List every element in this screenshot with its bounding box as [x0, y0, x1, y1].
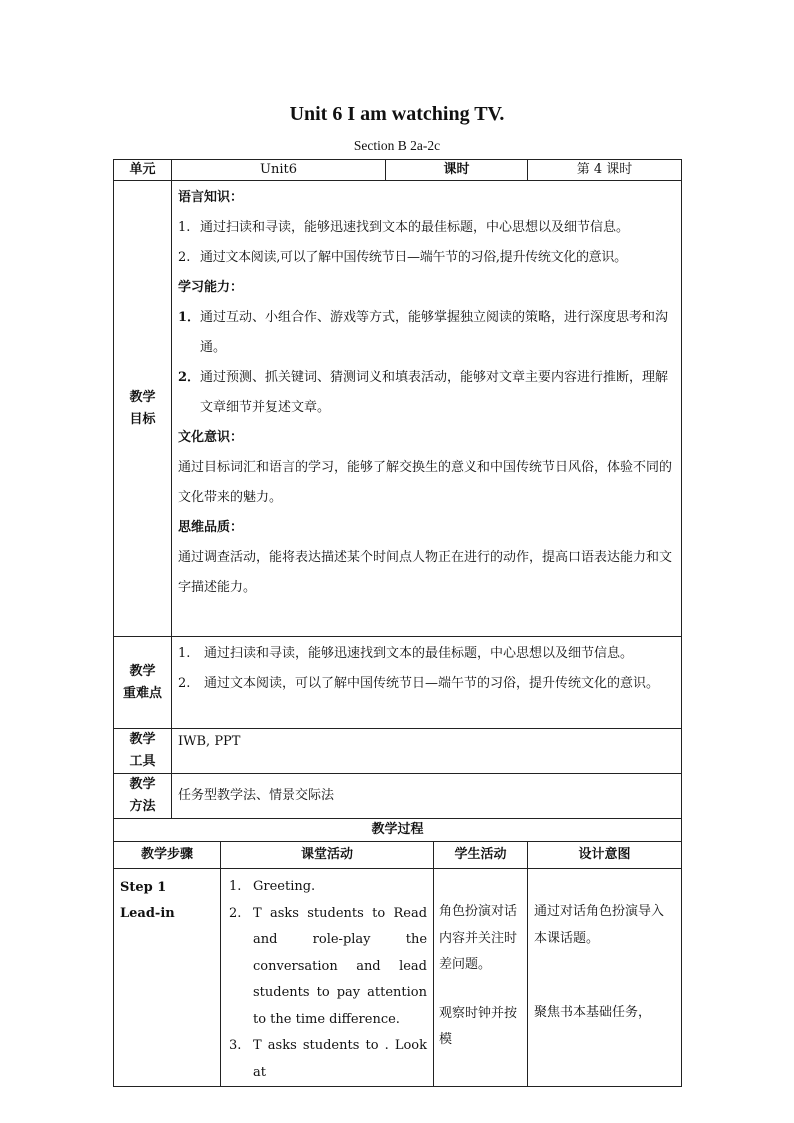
- column-step: 教学步骤: [114, 842, 221, 869]
- lesson-plan-table: [113, 159, 682, 1087]
- item-text: 通过互动、小组合作、游戏等方式，能够掌握独立阅读的策略，进行深度思考和沟通。: [200, 310, 669, 355]
- culture-heading: 文化意识：: [178, 430, 244, 445]
- student-cell: [434, 869, 528, 1087]
- page-subtitle: Section B 2a-2c: [353, 138, 441, 153]
- language-heading: 语言知识：: [178, 190, 244, 205]
- process-columns-row: [114, 842, 682, 869]
- key-points-content: [172, 637, 682, 729]
- key-points-row: [114, 637, 682, 729]
- unit-value: Unit6: [172, 160, 386, 181]
- design-intent-2: 聚焦书本基础任务，: [534, 1005, 652, 1020]
- student-activity-2: 观察时钟并按模: [439, 1005, 518, 1047]
- design-cell: [528, 869, 682, 1087]
- tools-row: [114, 729, 682, 774]
- item-text: T asks students to Read and role-play the conversation and lead students to pay attention to the time difference.: [253, 905, 428, 1027]
- tools-label: 教学 工具: [114, 729, 172, 774]
- ability-heading: 学习能力：: [178, 280, 244, 295]
- item-text: 通过扫读和寻读，能够迅速找到文本的最佳标题，中心思想以及细节信息。: [204, 646, 634, 661]
- culture-text: 通过目标词汇和语言的学习，能够了解交换生的意义和中国传统节日风俗，体验不同的文化带来的魅力。: [178, 460, 673, 505]
- objectives-row: [114, 181, 682, 637]
- item-number: 2.: [178, 676, 191, 691]
- item-number: 2.: [178, 250, 191, 265]
- period-value: 第 4 课时: [528, 160, 682, 181]
- item-number: 1.: [178, 220, 191, 235]
- column-activity: 课堂活动: [221, 842, 434, 869]
- design-intent-1: 通过对话角色扮演导入本课话题。: [534, 904, 665, 946]
- methods-row: [114, 774, 682, 819]
- item-text: 通过文本阅读,可以了解中国传统节日—端午节的习俗,提升传统文化的意识。: [200, 250, 627, 265]
- column-design: 设计意图: [528, 842, 682, 869]
- page-title: Unit 6 I am watching TV.: [289, 103, 505, 125]
- period-label: 课时: [386, 160, 528, 181]
- step-cell: [114, 869, 221, 1087]
- item-text: 通过扫读和寻读，能够迅速找到文本的最佳标题，中心思想以及细节信息。: [200, 220, 630, 235]
- objectives-content: [172, 181, 682, 637]
- student-activity-1: 角色扮演对话内容并关注时差问题。: [439, 904, 518, 972]
- step-name: Lead-in: [120, 906, 175, 921]
- language-item: [178, 213, 676, 243]
- ability-item: [178, 303, 676, 363]
- process-heading: 教学过程: [114, 819, 682, 842]
- item-number: 2.: [229, 905, 242, 921]
- column-student: 学生活动: [434, 842, 528, 869]
- item-text: Greeting.: [253, 879, 316, 894]
- item-number: 1.: [229, 879, 242, 894]
- item-number: 2．: [178, 370, 201, 385]
- key-points-label: 教学 重难点: [114, 637, 172, 729]
- key-point-item: [178, 639, 676, 669]
- step-row: [114, 869, 682, 1087]
- item-number: 1.: [178, 646, 191, 661]
- thinking-heading: 思维品质：: [178, 520, 244, 535]
- process-heading-row: [114, 819, 682, 842]
- tools-value: IWB, PPT: [172, 729, 682, 774]
- language-item: [178, 243, 676, 273]
- objectives-label: 教学 目标: [114, 181, 172, 637]
- activity-item: [229, 1033, 427, 1086]
- thinking-text: 通过调查活动，能将表达描述某个时间点人物正在进行的动作，提高口语表达能力和文字描述能力。: [178, 550, 673, 595]
- key-point-item: [178, 669, 676, 699]
- unit-label: 单元: [114, 160, 172, 181]
- activity-cell: [221, 869, 434, 1087]
- methods-label: 教学 方法: [114, 774, 172, 819]
- step-label: Step 1: [120, 880, 167, 895]
- activity-item: [229, 874, 427, 901]
- item-number: 3.: [229, 1038, 242, 1053]
- ability-item: [178, 363, 676, 423]
- activity-item: [229, 901, 427, 1034]
- methods-value: 任务型教学法、情景交际法: [172, 774, 682, 819]
- item-text: T asks students to . Look at: [253, 1038, 428, 1080]
- item-number: 1．: [178, 310, 201, 325]
- info-row: [114, 160, 682, 181]
- item-text: 通过预测、抓关键词、猜测词义和填表活动，能够对文章主要内容进行推断，理解文章细节并复述文章。: [200, 370, 669, 415]
- item-text: 通过文本阅读，可以了解中国传统节日—端午节的习俗，提升传统文化的意识。: [204, 676, 660, 691]
